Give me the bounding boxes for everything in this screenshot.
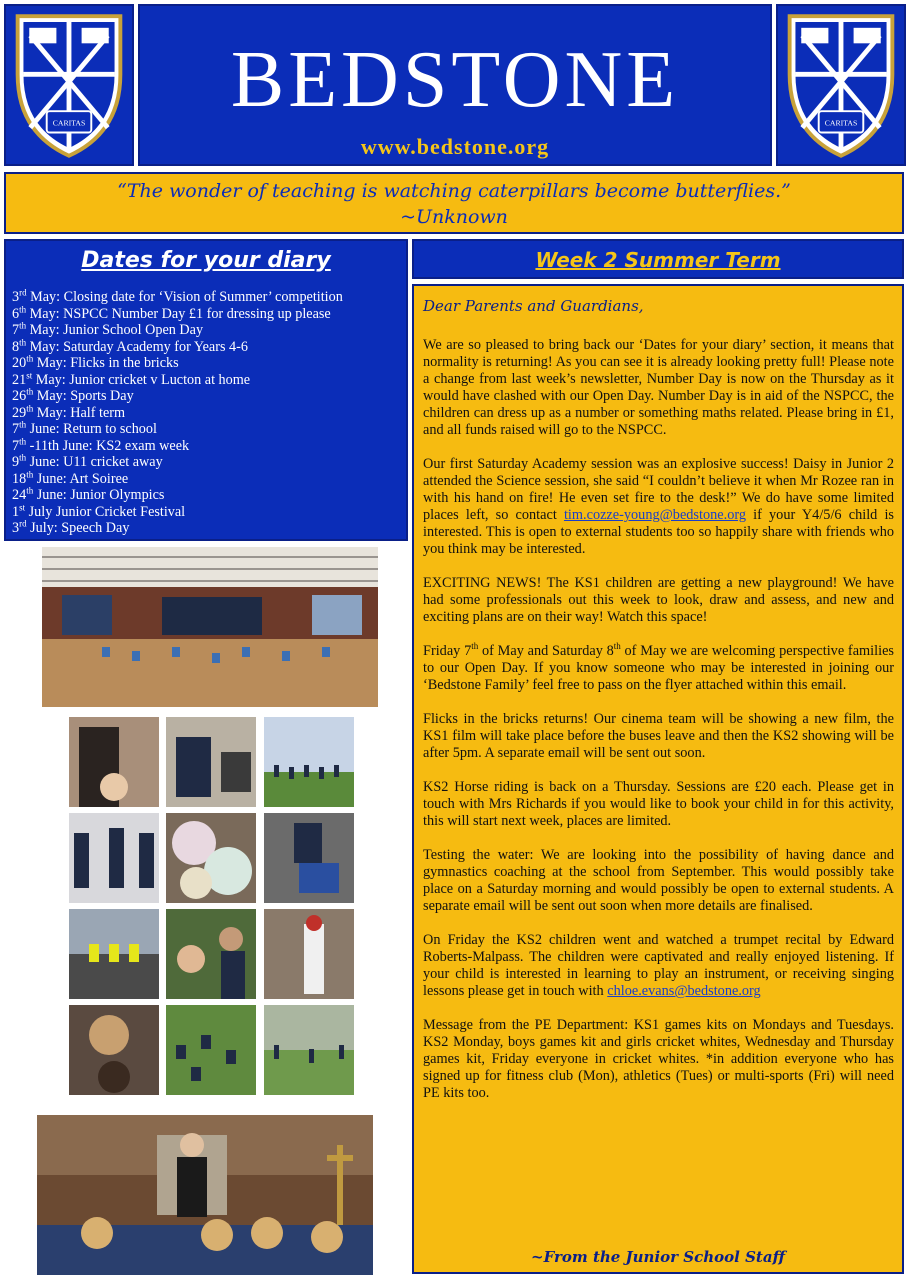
paragraph-flicks: Flicks in the bricks returns! Our cinema team will be showing a new film, the KS1 film will take place before the buses leave and then the KS2 showing will be after 5pm. A separate email will be sent out soon. xyxy=(423,711,894,761)
school-crest-right xyxy=(776,4,906,166)
diary-item: 3rd July: Speech Day xyxy=(12,518,130,536)
paragraph-saturday-academy: Our first Saturday Academy session was an explosive success! Daisy in Junior 2 attended the Science session, she said “I couldn’t believe it when Mr Rozee ran in with his hand on fire! He even set fire to the desk!” We do have some limited places left, so contact tim.cozze-young@bedstone.org if your Y4/5/6 child is interested. This is open to external students too so happily share with friends who you think may be interested. xyxy=(423,456,894,557)
trumpet-recital-photo xyxy=(37,1115,373,1275)
diary-item: 8th May: Saturday Academy for Years 4-6 xyxy=(12,336,248,355)
salutation: Dear Parents and Guardians, xyxy=(423,297,644,315)
photo-pupil-barrel xyxy=(264,813,354,903)
signoff: ~From the Junior School Staff xyxy=(531,1248,785,1266)
photo-hi-vis-pupils xyxy=(69,909,159,999)
diary-item: 21st May: Junior cricket v Lucton at home xyxy=(12,369,251,388)
diary-item: 20th May: Flicks in the bricks xyxy=(12,353,179,371)
diary-item: 29th May: Half term xyxy=(12,402,125,421)
paragraph-pe-department: Message from the PE Department: KS1 games kits on Mondays and Tuesdays. KS2 Monday, boys games kit and girls cricket whites, Wednesday and Thursday games kit, Friday everyone in cricket whites. *in addition everyone who has signed up for fitness club (Mon), athletics (Tues) or multi-sports (Fri) will need PE kits too. xyxy=(423,1017,894,1101)
photo-pupils-desk xyxy=(166,717,256,807)
newsletter-letter xyxy=(412,284,904,1274)
crest-motto-left: CARITAS xyxy=(52,118,86,128)
paragraph-playground: EXCITING NEWS! The KS1 children are getting a new playground! We have had some professionals out this week to look, draw and assess, and new and exciting plans are on their way! Watch this space! xyxy=(423,575,894,625)
photo-girls-outdoors xyxy=(166,909,256,999)
crest-motto-right: CARITAS xyxy=(824,118,858,128)
diary-item: 9th June: U11 cricket away xyxy=(12,452,163,470)
email-link-chloe[interactable]: chloe.evans@bedstone.org xyxy=(607,983,761,999)
diary-item: 26th May: Sports Day xyxy=(12,386,134,404)
paragraph-trumpet-recital: On Friday the KS2 children went and watched a trumpet recital by Edward Roberts-Malpass. The children were captivated and really enjoyed listening. If your child is interested in learning to play an instrument, or receiving singing lessons please get in touch with chloe.evans@bedstone.org xyxy=(423,932,894,999)
photo-butterfly-plates xyxy=(166,813,256,903)
diary-item: 7th -11th June: KS2 exam week xyxy=(12,435,190,454)
diary-item: 1st July Junior Cricket Festival xyxy=(12,501,186,520)
diary-heading: Dates for your diary xyxy=(81,248,331,273)
school-title: BEDSTONE xyxy=(230,36,680,124)
photo-cricket-batter xyxy=(264,909,354,999)
masthead xyxy=(138,4,772,166)
school-website[interactable]: www.bedstone.org xyxy=(360,134,550,159)
week-heading-bar xyxy=(412,239,904,279)
photo-hair-braiding xyxy=(69,1005,159,1095)
photo-pupils-reading xyxy=(69,717,159,807)
paragraph-horse-riding: KS2 Horse riding is back on a Thursday. Sessions are £20 each. Please get in touch with Mrs Richards if you would like to book your child in for this activity, this will start next week, places are limited. xyxy=(423,779,894,829)
paragraph-dates: We are so pleased to bring back our ‘Dates for your diary’ section, it means that normality is returning! As you can see it is already looking pretty full! Please note a change from last week’s newsletter, Number Day is now on the Thursday as it would have clashed with our Open Day. Number Day is in aid of the NSPCC, the children can dress up as a number or something maths related. Please bring in £1, and all funds raised will go to the NSPCC. xyxy=(423,337,894,438)
diary-list xyxy=(12,289,406,537)
paragraph-testing-water: Testing the water: We are looking into the possibility of having dance and gymnastics coaching at the school from September. This would possibly take place on a Saturday morning and would possibly be open to external students. A separate email will be sent out soon when more details are finalised. xyxy=(423,847,894,914)
diary-item: 24th June: Junior Olympics xyxy=(12,485,165,503)
sports-hall-photo xyxy=(42,547,378,707)
diary-item: 7th June: Return to school xyxy=(12,419,157,437)
email-link-tim[interactable]: tim.cozze-young@bedstone.org xyxy=(563,507,746,523)
diary-item: 6th May: NSPCC Number Day £1 for dressing up please xyxy=(12,303,331,322)
diary-panel xyxy=(4,239,408,541)
quote-attribution: ~Unknown xyxy=(400,206,508,228)
paragraph-open-day: Friday 7th of May and Saturday 8th of May we are welcoming perspective families to our Open Day. If you know someone who may be interested in joining our ‘Bedstone Family’ feel free to pass on the flyer attached within this email. xyxy=(423,641,894,693)
week-heading: Week 2 Summer Term xyxy=(535,248,781,272)
school-crest-left xyxy=(4,4,134,166)
quote-text: “The wonder of teaching is watching caterpillars become butterflies.” xyxy=(117,180,791,202)
diary-item: 18th June: Art Soiree xyxy=(12,468,129,487)
diary-item: 7th May: Junior School Open Day xyxy=(12,320,204,338)
photo-pupils-standing xyxy=(69,813,159,903)
quote-banner xyxy=(4,172,904,234)
photo-picnic-group xyxy=(166,1005,256,1095)
diary-item: 3rd May: Closing date for ‘Vision of Summer’ competition xyxy=(12,287,343,305)
photo-field-group xyxy=(264,717,354,807)
photo-garden-running xyxy=(264,1005,354,1095)
